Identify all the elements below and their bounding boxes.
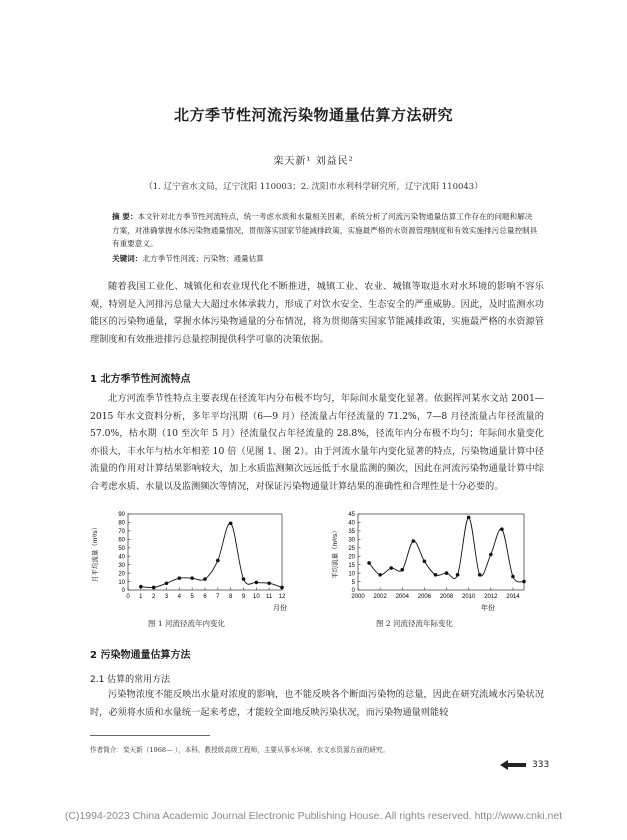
- chart1-xtick-label: 7: [216, 594, 220, 600]
- chart2-ytick-label: 25: [348, 545, 355, 552]
- chart1-ytick-label: 0: [121, 588, 125, 595]
- section1-paragraph: 北方河流季节性特点主要表现在径流年内分布极不均匀，年际间水量变化显著。依据挥河某水文站 2001—2015 年水文资料分析，多年平均汛期（6—9 月）径流量占年径流量的 71.2%，7—8 月径流量占年径流量的 57.0%，枯水期（10 至次年 5 月）径流量仅占年径流量的 28.8%，径流年内分布极不均匀；年际间水量变化亦很大，丰水年与枯水年相差 10 倍（见图 1、图 2）。由于河流水量年内变化显著的特点，污染物通量计算中径流量的作用对计算结果影响较大，加上水质监测频次远远低于水量监测的频次，因此在河流污染物通量计算中综合考虑水质、水量以及监测频次等情况，对保证污染物通量计算结果的准确性和合理性是十分必要的。: [90, 393, 544, 492]
- affiliation: （1. 辽宁省水文局，辽宁沈阳 110003；2. 沈阳市水利科学研究所，辽宁沈阳 110043）: [144, 182, 483, 192]
- chart2-data-point: [511, 575, 515, 579]
- chart2-ytick-label: 15: [348, 562, 355, 569]
- keywords-text: 北方季节性河流；污染物；通量估算: [142, 254, 264, 263]
- chart2-data-point: [434, 573, 438, 577]
- section2-subheading: 2.1 估算的常用方法: [90, 675, 171, 685]
- chart2-data-point: [412, 539, 416, 543]
- chart2-xtick-label: 2006: [417, 594, 432, 600]
- chart2-ytick-label: 30: [348, 537, 355, 544]
- chart2-ytick-label: 35: [348, 529, 355, 536]
- page-number: 333: [532, 760, 550, 770]
- chart2-plot-frame: [358, 514, 524, 590]
- chart1-data-point: [229, 521, 233, 525]
- chart1-xtick-label: 8: [228, 594, 233, 600]
- chart2-xtick-label: 2012: [484, 594, 498, 600]
- figure2-caption: 图 2 河流径流年际变化: [376, 619, 454, 628]
- chart2-data-point: [367, 561, 371, 565]
- chart2-xtick-label: 2000: [351, 594, 365, 600]
- chart1-ytick-label: 50: [118, 545, 125, 552]
- chart1-ytick-label: 80: [118, 520, 125, 527]
- chart1-xtick-label: 9: [241, 594, 246, 600]
- chart1-data-point: [152, 586, 156, 590]
- chart2-data-point: [500, 527, 504, 531]
- abstract: [112, 210, 538, 251]
- chart1-xtick-label: 12: [278, 594, 286, 600]
- chart2-xtick-label: 2004: [395, 594, 409, 600]
- abstract-label: 摘 要：: [112, 212, 138, 221]
- chart1-ytick-label: 90: [118, 512, 125, 519]
- copyright-watermark: (C)1994-2023 China Academic Journal Electronic Publishing House. All rights reserved. http://www.cnki.net: [64, 810, 563, 822]
- authors: 栾天新¹ 刘益民²: [273, 156, 354, 167]
- chart2-xtick-label: 2008: [439, 594, 454, 600]
- abstract-text: 本文针对北方季节性河流特点，统一考虑水质和水量相关因素，系统分析了河流污染物通量估算工作存在的问题和解决方案，对准确掌握水体污染物通量情况，贯彻落实国家节能减排政策，实施最严格的水资源管理制度和有效实施排污总量控制具有重要意义。: [112, 212, 538, 248]
- intro-paragraph: 随着我国工业化、城镇化和农业现代化不断推进，城镇工业、农业、城镇等取退水对水环境的影响不容乐观，特别是入河排污总量大大超过水体承载力，形成了对饮水安全、生态安全的严重威胁。因此，及时监测水功能区的污染物通量，掌握水体污染物通量的分布情况，将为贯彻落实国家节能减排政策，实施最严格的水资源管理制度和有效推进排污总量控制提供科学可靠的决策依据。: [90, 281, 544, 345]
- chart1-series-line: [141, 523, 282, 588]
- chart1-xtick-label: 0: [126, 594, 130, 600]
- chart2-data-point: [423, 559, 427, 563]
- chart1-data-point: [242, 577, 246, 581]
- chart1-xtick-label: 3: [164, 594, 169, 600]
- footnote-divider: [90, 735, 210, 736]
- chart2-data-point: [389, 566, 393, 570]
- chart2-xtick-label: 2010: [461, 594, 476, 600]
- keywords-label: 关键词：: [112, 254, 143, 263]
- chart2-data-point: [478, 573, 482, 577]
- chart1-data-point: [178, 576, 182, 580]
- chart1-xtick-label: 11: [266, 594, 273, 600]
- chart1-ytick-label: 40: [118, 554, 125, 561]
- chart1-ytick-label: 30: [118, 562, 125, 569]
- figure2-xlabel: 年份: [481, 605, 495, 612]
- chart2-data-point: [489, 553, 493, 557]
- chart1-xtick-label: 6: [203, 594, 207, 600]
- chart1-data-point: [255, 581, 259, 585]
- chart1-data-point: [216, 559, 220, 563]
- chart2-data-point: [456, 573, 460, 577]
- chart1-ytick-label: 70: [118, 529, 125, 536]
- chart1-xtick-label: 1: [139, 594, 143, 600]
- chart1-ytick-label: 60: [118, 537, 125, 544]
- chart1-ytick-label: 10: [118, 579, 125, 586]
- chart2-data-point: [445, 571, 449, 575]
- chart1-data-point: [139, 585, 143, 589]
- figure1-caption: 图 1 河流径流年内变化: [148, 619, 226, 628]
- section2-paragraph: 污染物浓度不能反映出水量对浓度的影响，也不能反映各个断面污染物的总量，因此在研究流域水污染状况时，必须将水质和水量统一起来考虑，才能较全面地反映污染状况，而污染物通量则能较: [90, 689, 544, 718]
- chart2-ytick-label: 45: [348, 512, 355, 519]
- chart1-xtick-label: 5: [190, 594, 194, 600]
- chart1-xtick-label: 10: [252, 594, 260, 600]
- chart2-ytick-label: 0: [351, 588, 355, 595]
- chart1-xtick-label: 4: [177, 594, 182, 600]
- section1-heading: 1 北方季节性河流特点: [90, 374, 191, 385]
- figure1-chart: [90, 508, 295, 614]
- keywords: [112, 253, 538, 264]
- chart1-data-point: [203, 577, 207, 581]
- chart2-ytick-label: 40: [348, 520, 355, 527]
- paper-title: 北方季节性河流污染物通量估算方法研究: [173, 106, 453, 124]
- chart2-ytick-label: 10: [348, 571, 355, 578]
- chart1-data-point: [165, 581, 169, 585]
- section2-heading: 2 污染物通量估算方法: [90, 650, 191, 661]
- chart2-ytick-label: 20: [348, 554, 355, 561]
- chart2-ytick-label: 5: [351, 579, 355, 586]
- chart1-data-point: [190, 576, 194, 580]
- chart2-data-point: [522, 580, 526, 584]
- chart2-xtick-label: 2014: [506, 594, 520, 600]
- page-arrow-icon: [500, 760, 526, 770]
- chart1-ytick-label: 20: [118, 571, 125, 578]
- chart2-data-point: [400, 568, 404, 572]
- figure2-ylabel: 平均流量（m³/s）: [332, 527, 339, 579]
- figure1-xlabel: 月份: [273, 605, 287, 612]
- chart1-data-point: [267, 581, 271, 585]
- figure2-chart: [330, 508, 535, 614]
- chart1-data-point: [280, 586, 284, 590]
- figure1-ylabel: 月平均流量（m³/s）: [92, 523, 99, 583]
- chart2-data-point: [378, 573, 382, 577]
- author-footnote: 作者简介：栾天新（1968— ），本科，教授级高级工程师，主要从事水环境、水文水资源方面的研究。: [90, 746, 390, 754]
- chart2-data-point: [467, 516, 471, 520]
- chart1-xtick-label: 2: [151, 594, 156, 600]
- chart2-xtick-label: 2002: [373, 594, 387, 600]
